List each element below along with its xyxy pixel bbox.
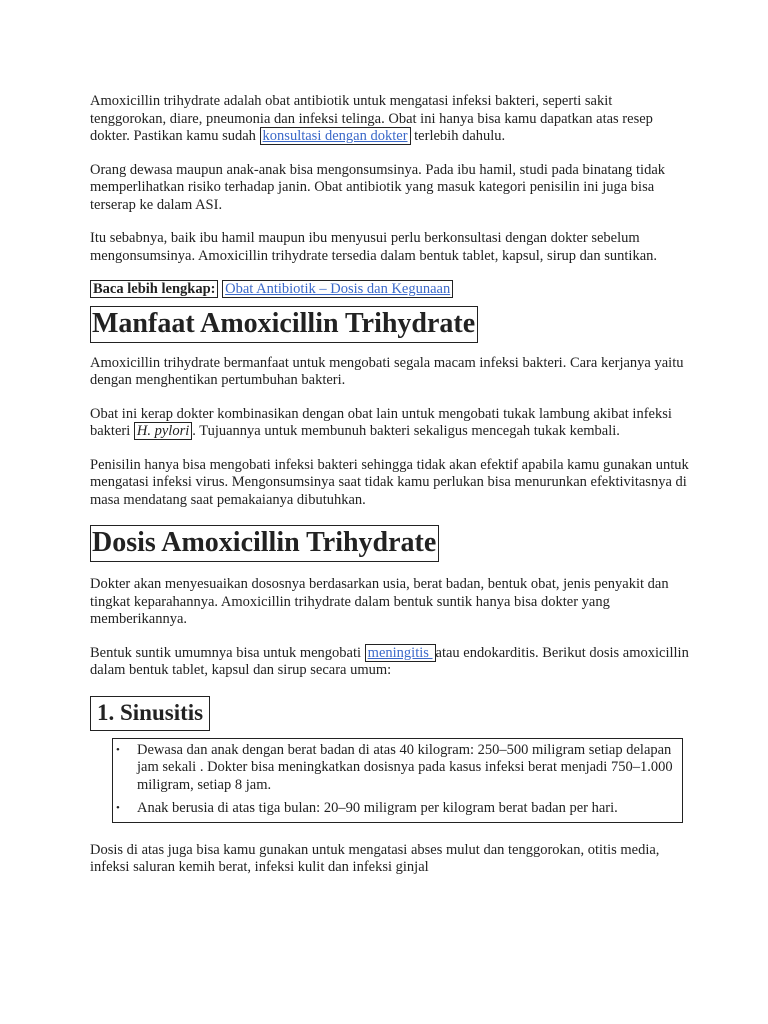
sinusitis-heading-wrap [90, 696, 690, 731]
dosis-paragraph-2: Bentuk suntik umumnya bisa untuk mengobati meningitis atau endokarditis. Berikut dosis amoxicillin dalam bentuk tablet, kapsul dan sirup secara umum: [90, 644, 689, 678]
intro-paragraph-1: Amoxicillin trihydrate adalah obat antibiotik untuk mengatasi infeksi bakteri, seperti sakit tenggorokan, diare, pneumonia dan infeksi telinga. Obat ini hanya bisa kamu dapatkan atas resep dokter. Pastikan kamu sudah konsultasi dengan dokter terlebih dahulu. [90, 93, 653, 144]
h-pylori-term: H. pylori [134, 422, 192, 440]
manfaat-paragraph-2: Obat ini kerap dokter kombinasikan dengan obat lain untuk mengobati tukak lambung akibat infeksi bakteri H. pylori . Tujuannya untuk membunuh bakteri sekaligus mencegah tukak kembali. [90, 405, 672, 439]
antibiotic-article-link[interactable]: Obat Antibiotik – Dosis dan Kegunaan [222, 280, 453, 298]
read-more-line [90, 281, 690, 299]
manfaat-heading: Manfaat Amoxicillin Trihydrate [90, 306, 478, 343]
intro-paragraph-3: Itu sebabnya, baik ibu hamil maupun ibu menyusui perlu berkonsultasi dengan dokter sebelum mengonsumsinya. Amoxicillin trihydrate tersedia dalam bentuk tablet, kapsul, sirup dan suntikan. [90, 230, 658, 264]
manfaat-heading-wrap [90, 306, 690, 343]
sinusitis-heading: 1. Sinusitis [90, 696, 210, 731]
list-item: • Anak berusia di atas tiga bulan: 20–90 miligram per kilogram berat badan per hari. [116, 800, 618, 816]
manfaat-paragraph-1: Amoxicillin trihydrate bermanfaat untuk mengobati segala macam infeksi bakteri. Cara kerjanya yaitu dengan menghentikan pertumbuhan bakteri. [90, 354, 684, 388]
sinusitis-dose-list [112, 738, 683, 823]
consult-doctor-link[interactable]: konsultasi dengan dokter [260, 127, 411, 145]
bullet-icon: • [116, 743, 120, 756]
read-more-label: Baca lebih lengkap: [90, 280, 218, 298]
bullet-icon: • [116, 802, 120, 814]
dosis-paragraph-1: Dokter akan menyesuaikan dososnya berdasarkan usia, berat badan, bentuk obat, jenis penyakit dan tingkat keparahannya. Amoxicillin trihydrate dalam bentuk suntik hanya bisa dokter yang memberikannya. [90, 576, 669, 627]
intro-paragraph-2: Orang dewasa maupun anak-anak bisa mengonsumsinya. Pada ibu hamil, studi pada binatang tidak memperlihatkan risiko terhadap janin. Obat antibiotik yang masuk kategori penisilin ini juga bisa terserap ke dalam ASI. [90, 161, 666, 213]
sinusitis-after-paragraph: Dosis di atas juga bisa kamu gunakan untuk mengatasi abses mulut dan tenggorokan, otitis media, infeksi saluran kemih berat, infeksi kulit dan infeksi ginjal [90, 841, 660, 875]
list-item: • Dewasa dan anak dengan berat badan di atas 40 kilogram: 250–500 miligram setiap delapan jam sekali . Dokter bisa meningkatkan dosisnya pada kasus infeksi berat menjadi 750–1.000 miligram, setiap 8 jam. [116, 741, 673, 793]
article-body [90, 93, 690, 877]
dosis-heading-wrap [90, 525, 690, 562]
dosis-heading: Dosis Amoxicillin Trihydrate [90, 525, 439, 562]
manfaat-paragraph-3: Penisilin hanya bisa mengobati infeksi bakteri sehingga tidak akan efektif apabila kamu gunakan untuk mengatasi infeksi virus. Mengonsumsinya saat tidak kamu perlukan bisa menurunkan efektivitasnya di masa mendatang saat pemakaianya dibutuhkan. [90, 456, 689, 508]
meningitis-link[interactable]: meningitis [365, 644, 436, 662]
